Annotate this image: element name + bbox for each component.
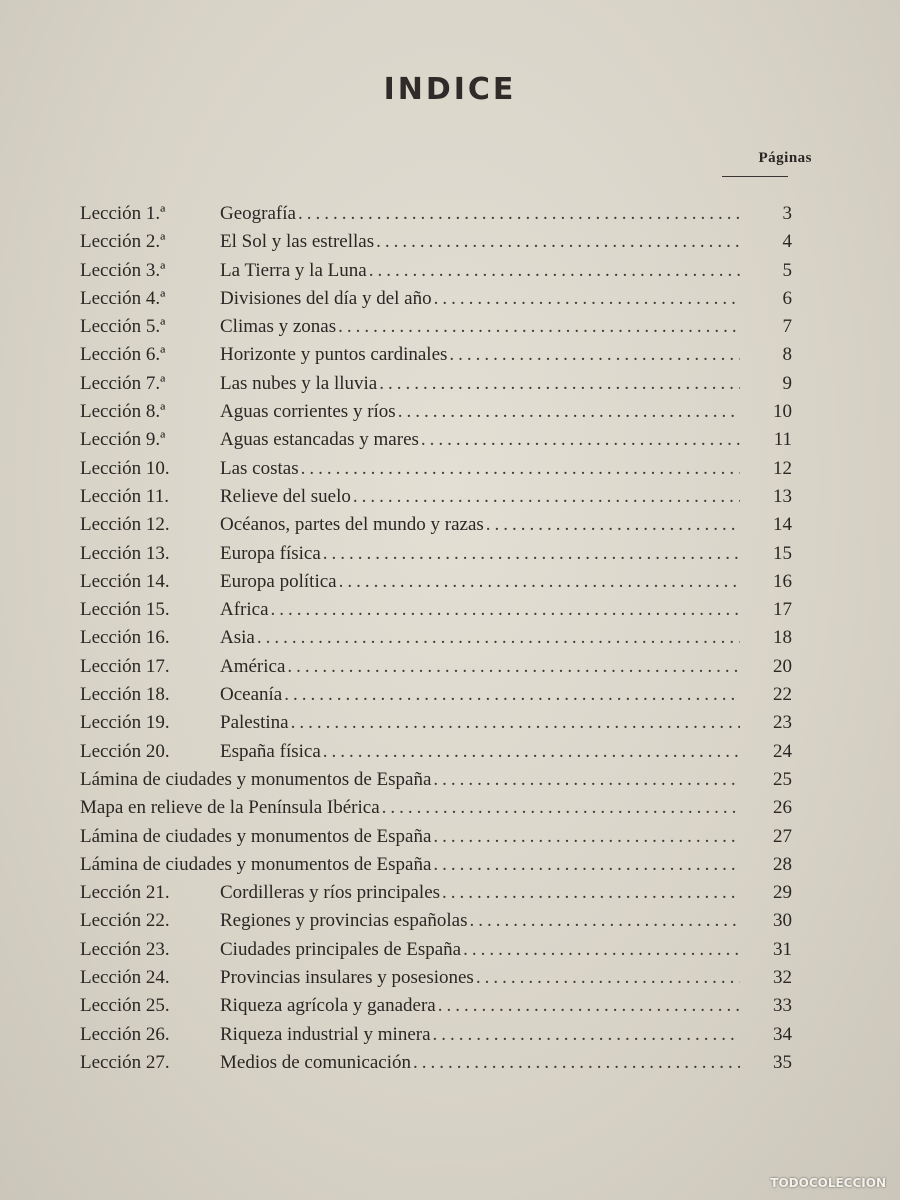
toc-title-cell [220, 228, 746, 256]
toc-topic: América [220, 655, 286, 677]
toc-topic: El Sol y las estrellas [220, 231, 375, 253]
toc-title-cell [220, 624, 746, 652]
toc-lesson-number: Lección 27. [80, 1051, 170, 1073]
toc-dot-leader [433, 1021, 740, 1049]
toc-entry [80, 907, 792, 935]
toc-entry [80, 936, 792, 964]
toc-topic: Océanos, partes del mundo y razas [220, 514, 484, 536]
toc-topic: España física [220, 740, 321, 762]
toc-entry [80, 738, 792, 766]
toc-dot-leader [421, 426, 740, 454]
toc-dot-leader [433, 766, 740, 794]
toc-topic: Mapa en relieve de la Península Ibérica [80, 797, 380, 819]
toc-dot-leader [291, 709, 740, 737]
toc-page-number: 32 [773, 967, 792, 989]
toc-title-cell [220, 992, 746, 1020]
toc-topic: Ciudades principales de España [220, 938, 462, 960]
toc-page-number: 11 [773, 429, 792, 451]
page-title: INDICE [383, 72, 517, 107]
toc-topic: Europa política [220, 570, 337, 592]
toc-topic: Aguas corrientes y ríos [220, 401, 396, 423]
toc-entry [80, 653, 792, 681]
toc-title-cell [220, 936, 746, 964]
toc-page-number: 24 [773, 740, 792, 762]
toc-lesson-number: Lección 24. [80, 967, 170, 989]
toc-topic: Lámina de ciudades y monumentos de España [80, 768, 432, 790]
toc-dot-leader [323, 540, 740, 568]
toc-topic: Oceanía [220, 684, 283, 706]
toc-dot-leader [379, 370, 740, 398]
toc-dot-leader [463, 936, 740, 964]
toc-lesson-number: Lección 25. [80, 995, 170, 1017]
toc-topic: Las costas [220, 457, 299, 479]
toc-title-cell [220, 653, 746, 681]
toc-page-number: 16 [773, 570, 792, 592]
toc-title-cell [220, 511, 746, 539]
toc-title-cell [220, 596, 746, 624]
toc-page-number: 18 [773, 627, 792, 649]
toc-entry [80, 285, 792, 313]
toc-lesson-number: Lección 10. [80, 457, 170, 479]
toc-page-number: 23 [773, 712, 792, 734]
toc-lesson-number: Lección 7.ª [80, 372, 166, 394]
toc-topic: Lámina de ciudades y monumentos de España [80, 825, 432, 847]
toc-dot-leader [438, 992, 740, 1020]
toc-page-number: 13 [773, 485, 792, 507]
toc-page-number: 9 [782, 372, 792, 394]
toc-lesson-number: Lección 12. [80, 514, 170, 536]
toc-lesson-number: Lección 4.ª [80, 287, 166, 309]
toc-lesson-number: Lección 13. [80, 542, 170, 564]
toc-entry [80, 1049, 792, 1077]
toc-page-number: 4 [782, 231, 792, 253]
toc-lesson-number: Lección 5.ª [80, 316, 166, 338]
toc-page-number: 3 [782, 203, 792, 224]
toc-topic: Climas y zonas [220, 316, 337, 338]
toc-entry [80, 851, 792, 879]
toc-dot-leader [469, 907, 740, 935]
toc-page-number: 33 [773, 995, 792, 1017]
toc-page-number: 5 [782, 259, 792, 281]
toc-title-cell [80, 851, 746, 879]
toc-topic: Lámina de ciudades y monumentos de España [80, 853, 432, 875]
toc-entry [80, 257, 792, 285]
toc-dot-leader [323, 738, 740, 766]
toc-page-number: 6 [782, 287, 792, 309]
toc-title-cell [220, 964, 746, 992]
toc-dot-leader [433, 851, 740, 879]
toc-topic: Medios de comunicación [220, 1051, 412, 1073]
toc-dot-leader [442, 879, 740, 907]
toc-title-cell [220, 907, 746, 935]
toc-dot-leader [382, 794, 740, 822]
toc-dot-leader [284, 681, 740, 709]
toc-title-cell [220, 738, 746, 766]
toc-title-cell [220, 370, 746, 398]
toc-title-cell [220, 1049, 746, 1077]
toc-dot-leader [434, 285, 740, 313]
toc-dot-leader [486, 511, 740, 539]
toc-page-number: 30 [773, 910, 792, 932]
toc-topic: Africa [220, 599, 269, 621]
toc-page-number: 27 [773, 825, 792, 847]
toc-page-number: 22 [773, 684, 792, 706]
toc-entry [80, 879, 792, 907]
toc-lesson-number: Lección 17. [80, 655, 170, 677]
toc-entry [80, 794, 792, 822]
toc-lesson-number: Lección 21. [80, 882, 170, 904]
toc-entry [80, 341, 792, 369]
toc-entry [80, 681, 792, 709]
toc-entry [80, 370, 792, 398]
toc-lesson-number: Lección 19. [80, 712, 170, 734]
toc-lesson-number: Lección 22. [80, 910, 170, 932]
toc-title-cell [220, 568, 746, 596]
toc-entry [80, 511, 792, 539]
toc-page-number: 14 [773, 514, 792, 536]
pages-column-rule [722, 176, 788, 177]
toc-topic: Aguas estancadas y mares [220, 429, 419, 451]
toc-topic: Horizonte y puntos cardinales [220, 344, 448, 366]
toc-entry [80, 200, 792, 228]
toc-dot-leader [339, 568, 740, 596]
toc-entry [80, 568, 792, 596]
toc-lesson-number: Lección 23. [80, 938, 170, 960]
toc-topic: Regiones y provincias españolas [220, 910, 468, 932]
toc-dot-leader [298, 200, 740, 228]
toc-topic: Las nubes y la lluvia [220, 372, 378, 394]
toc-title-cell [220, 313, 746, 341]
toc-dot-leader [398, 398, 740, 426]
watermark: TODOCOLECCION [770, 1176, 886, 1190]
toc-dot-leader [257, 624, 740, 652]
toc-entry [80, 823, 792, 851]
toc-lesson-number: Lección 26. [80, 1023, 170, 1045]
toc-title-cell [220, 681, 746, 709]
toc-entry [80, 1021, 792, 1049]
toc-lesson-number: Lección 3.ª [80, 259, 166, 281]
toc-title-cell [220, 709, 746, 737]
toc-lesson-number: Lección 9.ª [80, 429, 166, 451]
toc-page-number: 7 [782, 316, 792, 338]
toc-topic: Divisiones del día y del año [220, 287, 432, 309]
toc-title-cell [220, 285, 746, 313]
toc-title-cell [220, 483, 746, 511]
toc-topic: Cordilleras y ríos principales [220, 882, 441, 904]
toc-entry [80, 455, 792, 483]
toc-dot-leader [271, 596, 740, 624]
toc-entry [80, 596, 792, 624]
toc-topic: Geografía [220, 203, 296, 224]
toc-lesson-number: Lección 14. [80, 570, 170, 592]
toc-title-cell [220, 200, 746, 228]
toc-dot-leader [287, 653, 740, 681]
toc-lesson-number: Lección 15. [80, 599, 170, 621]
toc-title-cell [220, 1021, 746, 1049]
toc-page-number: 15 [773, 542, 792, 564]
toc-entry [80, 964, 792, 992]
toc-entry [80, 992, 792, 1020]
toc-entry [80, 624, 792, 652]
toc-entry [80, 483, 792, 511]
toc-title-cell [220, 341, 746, 369]
toc-title-cell [80, 794, 746, 822]
toc-dot-leader [353, 483, 740, 511]
toc-dot-leader [449, 341, 740, 369]
toc-dot-leader [376, 228, 740, 256]
toc-lesson-number: Lección 2.ª [80, 231, 166, 253]
toc-page-number: 20 [773, 655, 792, 677]
toc-title-cell [220, 398, 746, 426]
toc-dot-leader [476, 964, 740, 992]
toc-title-cell [220, 540, 746, 568]
toc-topic: La Tierra y la Luna [220, 259, 367, 281]
toc-entry [80, 766, 792, 794]
toc-page-number: 25 [773, 768, 792, 790]
toc-page-number: 8 [782, 344, 792, 366]
toc-lesson-number: Lección 8.ª [80, 401, 166, 423]
toc-dot-leader [369, 257, 740, 285]
toc-page-number: 29 [773, 882, 792, 904]
toc-entry [80, 426, 792, 454]
toc-page-number: 12 [773, 457, 792, 479]
toc-page-number: 17 [773, 599, 792, 621]
toc-topic: Riqueza industrial y minera [220, 1023, 431, 1045]
toc-page-number: 26 [773, 797, 792, 819]
toc-lesson-number: Lección 6.ª [80, 344, 166, 366]
toc-title-cell [220, 455, 746, 483]
toc-entry [80, 540, 792, 568]
toc-page-number: 10 [773, 401, 792, 423]
table-of-contents [80, 200, 792, 1077]
toc-page-number: 28 [773, 853, 792, 875]
toc-topic: Palestina [220, 712, 289, 734]
toc-topic: Europa física [220, 542, 321, 564]
pages-column-label: Páginas [758, 150, 812, 166]
toc-dot-leader [413, 1049, 740, 1077]
toc-page-number: 34 [773, 1023, 792, 1045]
toc-dot-leader [301, 455, 740, 483]
toc-page-number: 35 [773, 1051, 792, 1073]
toc-lesson-number: Lección 11. [80, 485, 169, 507]
toc-title-cell [80, 823, 746, 851]
toc-entry [80, 228, 792, 256]
toc-lesson-number: Lección 20. [80, 740, 170, 762]
toc-entry [80, 709, 792, 737]
toc-page-number: 31 [773, 938, 792, 960]
toc-lesson-number: Lección 1.ª [80, 203, 166, 224]
toc-title-cell [80, 766, 746, 794]
toc-entry [80, 398, 792, 426]
toc-topic: Provincias insulares y posesiones [220, 967, 474, 989]
toc-topic: Riqueza agrícola y ganadera [220, 995, 436, 1017]
toc-dot-leader [433, 823, 740, 851]
toc-title-cell [220, 426, 746, 454]
toc-dot-leader [338, 313, 740, 341]
toc-title-cell [220, 879, 746, 907]
toc-topic: Asia [220, 627, 255, 649]
toc-topic: Relieve del suelo [220, 485, 351, 507]
toc-lesson-number: Lección 18. [80, 684, 170, 706]
toc-entry [80, 313, 792, 341]
toc-lesson-number: Lección 16. [80, 627, 170, 649]
toc-title-cell [220, 257, 746, 285]
